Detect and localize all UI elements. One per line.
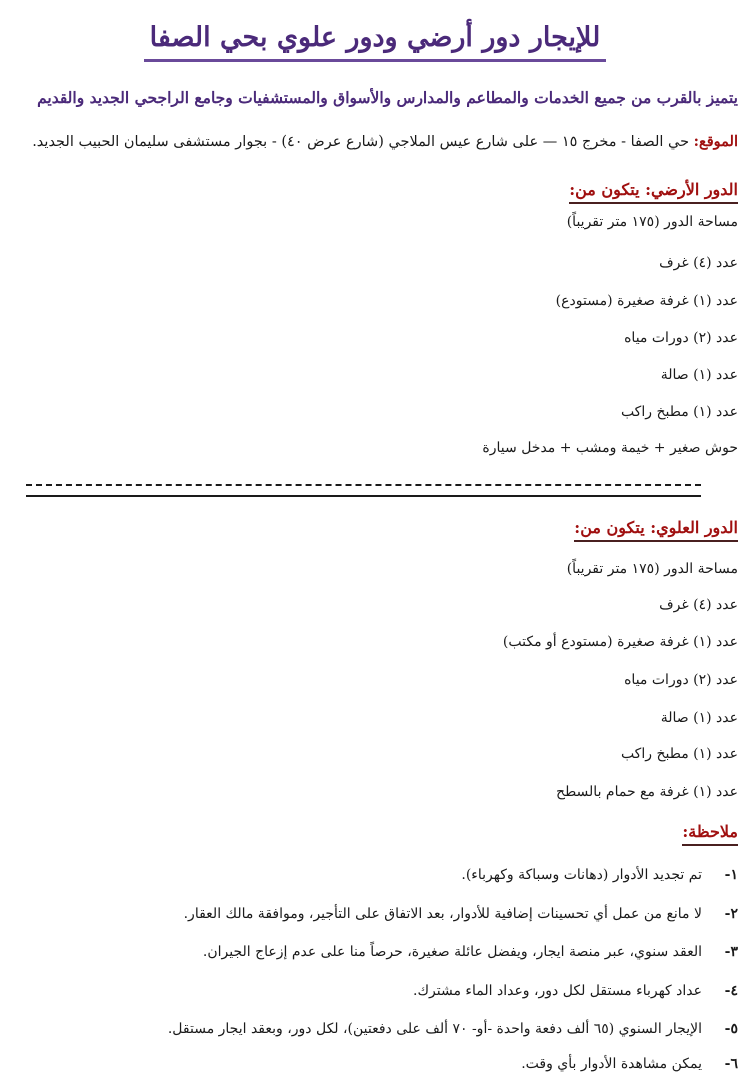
note-text: الإيجار السنوي (٦٥ ألف دفعة واحدة -أو- ٧٠ ألف على دفعتين)، لكل دور، وبعقد ايجار مستقل. xyxy=(167,1021,702,1037)
upper-floor-item: مساحة الدور (١٧٥ متر تقريباً) xyxy=(566,561,738,577)
note-item xyxy=(10,983,738,999)
note-number: ٦- xyxy=(724,1056,738,1072)
location-label: الموقع: xyxy=(693,133,738,150)
note-text: العقد سنوي، عبر منصة ايجار، ويفضل عائلة صغيرة، حرصاً منا على عدم إزعاج الجيران. xyxy=(202,944,702,960)
note-item xyxy=(10,944,738,960)
upper-floor-item: عدد (١) صالة xyxy=(660,710,738,726)
upper-floor-item: عدد (٤) غرف xyxy=(659,597,738,613)
page-title: للإيجار دور أرضي ودور علوي بحي الصفا xyxy=(0,22,750,62)
note-text: يمكن مشاهدة الأدوار بأي وقت. xyxy=(521,1056,702,1072)
note-number: ٢- xyxy=(724,906,738,922)
note-number: ٣- xyxy=(724,944,738,960)
ground-floor-item: عدد (٤) غرف xyxy=(659,255,738,271)
upper-floor-item: عدد (١) مطبخ راكب xyxy=(620,746,738,762)
ground-floor-item: حوش صغير + خيمة ومشب + مدخل سيارة xyxy=(482,440,738,456)
upper-floor-item: عدد (١) غرفة صغيرة (مستودع أو مكتب) xyxy=(502,634,738,650)
upper-floor-item: عدد (١) غرفة مع حمام بالسطح xyxy=(556,784,738,800)
ground-floor-item: عدد (١) غرفة صغيرة (مستودع) xyxy=(555,293,738,309)
upper-floor-heading: الدور العلوي: يتكون من: xyxy=(574,518,738,537)
note-text: عداد كهرباء مستقل لكل دور، وعداد الماء مشترك. xyxy=(413,983,702,999)
note-item xyxy=(10,1021,738,1037)
upper-floor-item: عدد (٢) دورات مياه xyxy=(624,672,738,688)
note-number: ٤- xyxy=(724,983,738,999)
note-item xyxy=(10,867,738,883)
ground-floor-item: عدد (٢) دورات مياه xyxy=(624,330,738,346)
ground-floor-heading: الدور الأرضي: يتكون من: xyxy=(569,180,738,199)
note-text: تم تجديد الأدوار (دهانات وسباكة وكهرباء). xyxy=(461,867,702,883)
ground-floor-item: عدد (١) صالة xyxy=(660,367,738,383)
location-line xyxy=(8,133,738,150)
note-number: ٥- xyxy=(724,1021,738,1037)
subtitle: يتميز بالقرب من جميع الخدمات والمطاعم والمدارس والأسواق والمستشفيات وجامع الراجحي الجديد والقديم xyxy=(37,88,738,107)
note-text: لا مانع من عمل أي تحسينات إضافية للأدوار، بعد الاتفاق على التأجير، وموافقة مالك العقار. xyxy=(183,906,702,922)
ground-floor-item: مساحة الدور (١٧٥ متر تقريباً) xyxy=(566,214,738,230)
section-divider xyxy=(26,484,701,497)
ground-floor-item: عدد (١) مطبخ راكب xyxy=(620,404,738,420)
location-text: حي الصفا - مخرج ١٥ — على شارع عيس الملاجي (شارع عرض ٤٠) - بجوار مستشفى سليمان الحبيب الجديد. xyxy=(32,134,690,150)
note-item xyxy=(10,1056,738,1072)
note-item xyxy=(10,906,738,922)
note-number: ١- xyxy=(724,867,738,883)
notes-heading: ملاحظة: xyxy=(682,822,738,841)
